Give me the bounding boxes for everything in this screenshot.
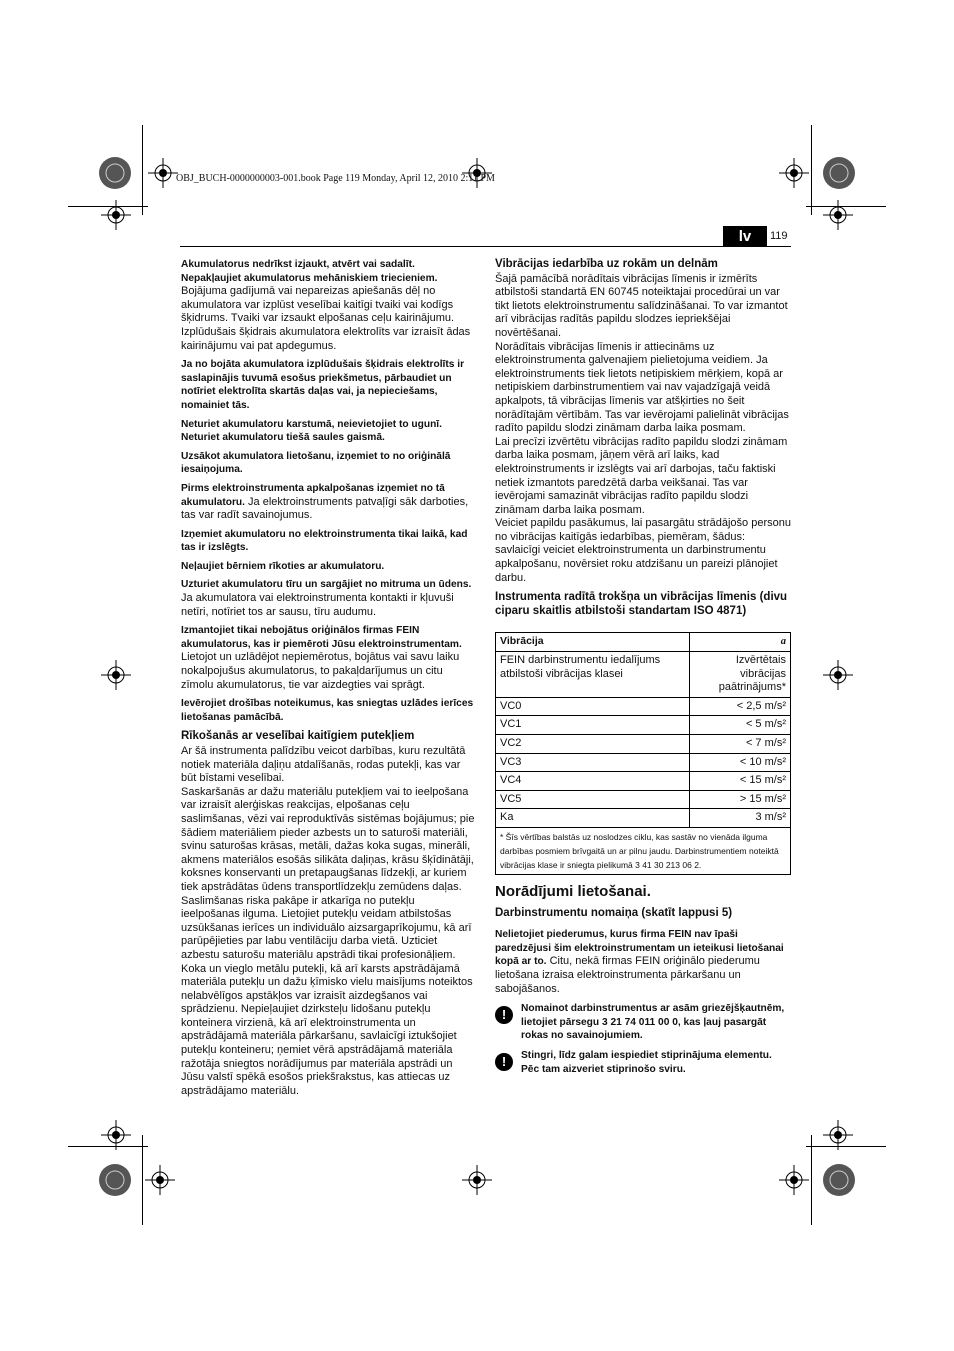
table-row [496,735,791,754]
right-column [495,258,791,1082]
warning-paragraph: Ja no bojāta akumulatora izplūdušais šķidrais elektrolīts ir saslapinājis tuvumā esošus priekšmetus, pārbaudiet un notīriet elektrolīta skartās daļas vai, ja nepieciešams, nomainiet tās. [181,359,465,411]
warning-bold: Uzturiet akumulatoru tīru un sargājiet no mitruma un ūdens. [181,579,472,591]
table-footnote: * Šīs vērtības balstās uz noslodzes ciklu, kas sastāv no vienāda ilguma darbības posmiem brīvgaitā un ar pilnu jaudu. Darbinstrumentiem noteiktā vibrācijas klase ir sniegta pielikumā 3 41 30 213 06 2. [496,827,791,874]
table-header-cell: a [690,633,791,652]
warning-text: Ja akumulatora vai elektroinstrumenta kontakti ir kļuvuši netīri, notīriet tos ar sausu, tīru audumu. [181,592,454,618]
warning-text: Lietojot un uzlādējot nepiemērotus, bojātus vai savu laiku nokalpojušus akumulatorus, to pakaļdarījumus un citu zīmolu akumulatorus, tie var aizdegties vai sprāgt. [181,651,460,691]
language-badge: lv [723,226,767,247]
warning-paragraph: Neļaujiet bērniem rīkoties ar akumulatoru. [181,560,385,572]
warning-paragraph [181,482,476,523]
table-header-cell: Vibrācija [496,633,690,652]
warning-bold: Pirms elektroinstrumenta apkalpošanas izņemiet no tā akumulatoru. [181,482,445,508]
exclamation-icon: ! [495,1053,513,1071]
table-cell: VC2 [496,735,690,754]
warning-bold: Izmantojiet tikai nebojātus oriģinālos firmas FEIN akumulatorus, kas ir piemēroti Jūsu elektroinstrumentam. [181,625,462,650]
crosshair-icon [101,660,131,690]
table-header-row [496,633,791,652]
tool-change-heading: Darbinstrumentu nomaiņa (skatīt lappusi 5) [495,906,733,919]
table-row [496,753,791,772]
table-footnote-row [496,827,791,874]
warning-paragraph [181,258,476,353]
notice-text: Nomainot darbinstrumentus ar asām griezējšķautnēm, lietojiet pārsegu 3 21 74 011 00 0, kas ļauj pasargāt rokas no savainojumiem. [521,1003,785,1042]
crosshair-icon [823,1120,853,1150]
crosshair-icon [145,1165,175,1195]
body-paragraph: Veiciet papildu pasākumus, lai pasargātu strādājošo personu no vibrācijas kaitīgās iedarbības, piemēram, šādus: savlaicīgi veiciet elektroinstrumenta un darbinstrumentu apkalpošanu, novērsiet roku atdzišanu un pareizi plānojiet darbu. [495,517,791,584]
body-paragraph: Ar šā instrumenta palīdzību veicot darbības, kuru rezultātā notiek materiāla daļiņu atdalīšanās, rodas putekļi, kas var būt bīstami veselībai. [181,745,466,785]
table-cell: 3 m/s² [690,809,791,828]
notice-block [495,1049,791,1076]
table-row [496,716,791,735]
page-number: 119 [770,230,788,242]
warning-text: Ja elektroinstruments patvaļīgi sāk darboties, tas var radīt savainojumus. [181,495,469,522]
table-cell: VC3 [496,753,690,772]
warning-bold: Nelietojiet piederumus, kurus firma FEIN nav īpaši paredzējusi šim elektroinstrumentam un ieteikusi lietošanai kopā ar to. [495,929,784,968]
warning-paragraph: Neturiet akumulatoru karstumā, neievietojiet to ugunī. Neturiet akumulatoru tiešā saules gaismā. [181,418,442,444]
warning-paragraph: Uzsākot akumulatora lietošanu, izņemiet to no oriģinālā iesaiņojuma. [181,450,451,476]
crop-line [811,125,812,215]
body-paragraph: Lai precīzi izvērtētu vibrācijas radīto papildu slodzi zināmam darba laika posmam, jāņem vērā arī laiks, kad elektroinstruments ir izslēgts vai arī darbojas, taču faktiski netiek izmantots paredzētā darba veikšanai. Tas var ievērojami samazināt vibrācijas radīto papildu slodzi zināmam darba laika posmam. [495,435,788,516]
table-cell: VC4 [496,772,690,791]
warning-text: Bojājuma gadījumā vai nepareizas apiešanās dēļ no akumulatora var izplūst veselībai kaitīgi tvaiki vai kodīgs šķidrums. Tvaiki var izsaukt elpošanas ceļu kairinājumu. Izplūdušais šķidrais akumulatora elektrolīts var izraisīt ādas kairinājumu vai pat apdegumus. [181,285,471,352]
dust-text [181,745,476,1098]
warning-bold: Nepakļaujiet akumulatorus mehāniskiem triecieniem. [181,272,438,284]
table-cell: < 15 m/s² [690,772,791,791]
table-cell: < 10 m/s² [690,753,791,772]
warning-text: Citu, nekā firmas FEIN oriģinālo piederumu lietošana izraisa elektroinstrumenta pārkaršanu un sabojāšanos. [495,955,760,995]
warning-bold: Akumulatorus nedrīkst izjaukt, atvērt vai sadalīt. [181,259,415,270]
vibration-text [495,273,791,586]
notice-block [495,1002,791,1043]
warning-paragraph [181,578,476,619]
dust-heading: Rīkošanās ar veselībai kaitīgiem putekļiem [181,730,415,743]
crosshair-icon [779,1165,809,1195]
header-rule [180,246,791,247]
table-cell: Ka [496,809,690,828]
vibration-table [495,632,791,875]
crosshair-icon [823,200,853,230]
table-cell: < 2,5 m/s² [690,697,791,716]
registration-target-icon [822,156,856,190]
table-cell: > 15 m/s² [690,790,791,809]
table-row [496,697,791,716]
table-cell: < 7 m/s² [690,735,791,754]
table-row [496,790,791,809]
warning-paragraph: Ievērojiet drošības noteikumus, kas sniegtas uzlādes ierīces lietošanas pamācībā. [181,698,474,723]
usage-heading: Norādījumi lietošanai. [495,882,651,900]
crosshair-icon [148,158,178,188]
table-cell: VC0 [496,697,690,716]
body-paragraph: Norādītais vibrācijas līmenis ir attiecināms uz elektroinstrumenta galvenajiem pielietojuma veidiem. Ja elektroinstruments tiek lietots netipiskiem mērķiem, kopā ar netipiskiem darbinstrumentiem vai nav vajadzīgajā veidā apkalpots, tā vibrācijas līmenis var atšķirties no šeit norādītajām vērtībām. Tas var ievērojami palielināt vibrācijas radīto papildu slodzi zināmam darba laika posmam. [495,340,789,435]
table-row [496,652,791,698]
crop-line [811,1135,812,1225]
crop-line [142,125,143,215]
book-header: OBJ_BUCH-0000000003-001.book Page 119 Monday, April 12, 2010 2:11 PM [176,173,495,184]
crosshair-icon [823,660,853,690]
table-cell: < 5 m/s² [690,716,791,735]
registration-target-icon [98,1163,132,1197]
table-cell: Izvērtētais vibrācijas paātrinājums* [690,652,791,698]
body-paragraph: Koka un vieglo metālu putekļi, kā arī karsts apstrādājamā materiāla putekļu un dažu ķīmisko vielu maisījums noteiktos nelabvēlīgos apstākļos var izraisīt aizdegšanos vai sprādzienu. Nepieļaujiet dzirksteļu lidošanu putekļu konteinera virzienā, kā arī elektroinstrumenta un apstrādājamā materiāla pārkaršanu, savlaicīgi iztukšojiet putekļu konteineru; ņemiet vērā apstrādājamā materiāla ražotāja sniegtos norādījumus par materiāla apstrādi un Jūsu valstī spēkā esošos priekšrakstus, kas attiecas uz apstrādājamo materiālu. [181,962,473,1097]
noise-heading: Instrumenta radītā trokšņa un vibrācijas līmenis (divu ciparu skaitlis atbilstoši standartam ISO 4871) [495,591,788,617]
body-paragraph: Šajā pamācībā norādītais vibrācijas līmenis ir izmērīts atbilstoši standartā EN 60745 noteiktajai procedūrai un var tikt lietots elektroinstrumentu salīdzināšanai. To var izmantot arī vibrācijas radītās papildu slodzes iepriekšējai novērtēšanai. [495,272,788,339]
warning-paragraph [495,928,791,996]
crosshair-icon [101,1120,131,1150]
crosshair-icon [462,1165,492,1195]
table-cell: FEIN darbinstrumentu iedalījums atbilstoši vibrācijas klasei [496,652,690,698]
table-row [496,809,791,828]
warning-paragraph: Izņemiet akumulatoru no elektroinstrumenta tikai laikā, kad tas ir izslēgts. [181,528,468,554]
notice-text: Stingri, līdz galam iespiediet stiprinājuma elementu. Pēc tam aizveriet stiprinošo sviru. [521,1049,772,1075]
registration-target-icon [822,1163,856,1197]
warning-paragraph [181,624,476,692]
crop-line [142,1135,143,1225]
exclamation-icon: ! [495,1006,513,1024]
crosshair-icon [779,158,809,188]
table-cell: VC1 [496,716,690,735]
table-row [496,772,791,791]
registration-target-icon [98,156,132,190]
body-paragraph: Saskaršanās ar dažu materiālu putekļiem vai to ieelpošana var izraisīt alerģiskas reakcijas, elpošanas ceļu saslimšanas, vēzi vai reproduktīvās sistēmas bojājumus; pie šādiem materiāliem pieder azbests un to saturoši materiāli, svinu saturošas krāsas, metāli, dažas koka sugas, minerāli, akmens materiālos esošās silikāta daļiņas, krāsu šķīdinātāji, koksnes konservanti un pretapaugšanas līdzekļi, ar kuriem tiek apstrādātas ūdens transportlīdzekļu zemūdens daļas. Saslimšanas riska pakāpe ir atkarīga no putekļu ieelpošanas ilguma. Lietojiet putekļu veidam atbilstošas uzsūkšanas ierīces un individuālo aizsargaprīkojumu, kā arī parūpējieties par labu ventilāciju darba vietā. Uzticiet azbestu saturošu materiālu apstrādi tikai profesionāļiem. [181,785,475,961]
crosshair-icon [101,200,131,230]
vibration-heading: Vibrācijas iedarbība uz rokām un delnām [495,258,718,270]
table-cell: VC5 [496,790,690,809]
left-column [181,258,476,1103]
